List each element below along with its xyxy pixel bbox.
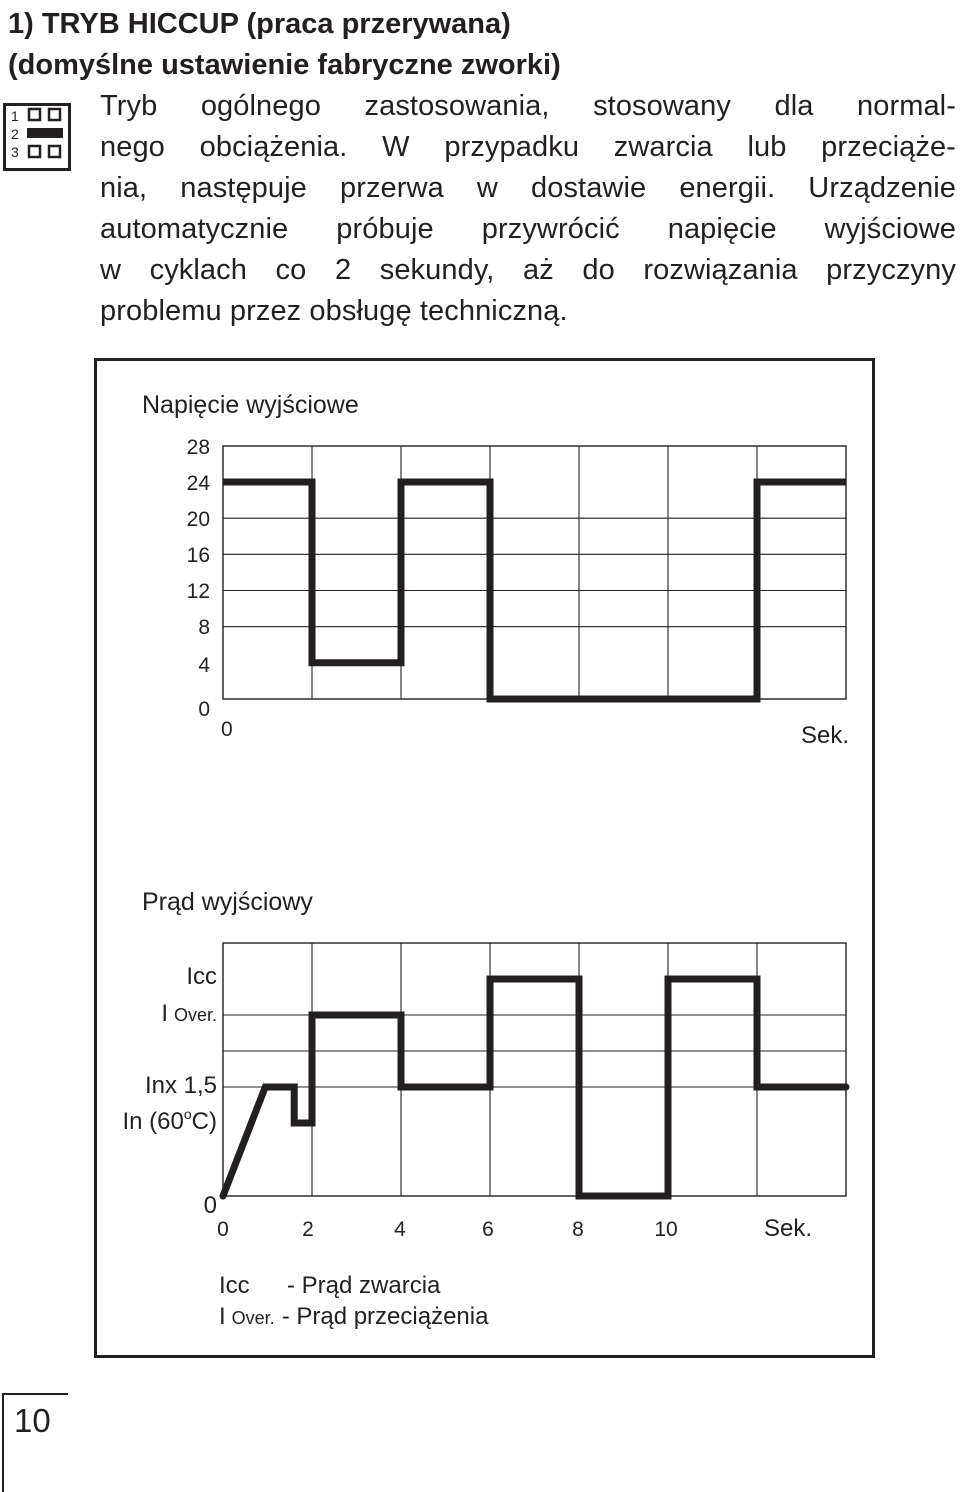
x-tick-label: 8 — [572, 1218, 584, 1241]
x-tick-label: 10 — [654, 1218, 678, 1241]
y-tick-label — [123, 1106, 218, 1135]
y-tick-label: 0 — [198, 698, 210, 721]
y-tick-label — [204, 1192, 217, 1219]
timing-charts-svg — [94, 358, 875, 1358]
legend-abbr: Icc — [219, 1272, 250, 1299]
y-tick-main: 0 — [203, 1192, 217, 1219]
x-tick-label: 4 — [394, 1218, 406, 1241]
heading-line: 1) TRYB HICCUP (praca przerywana) — [8, 8, 511, 40]
section-heading — [8, 4, 561, 86]
heading-line: (domyślne ustawienie fabryczne zworki) — [8, 49, 561, 81]
y-tick-label: 28 — [186, 436, 210, 459]
paragraph-line: automatycznie próbuje przywrócić napięcie wyjściowe — [100, 213, 956, 245]
jumper-pin-label: 2 — [11, 126, 19, 142]
chart-title: Napięcie wyjściowe — [142, 391, 359, 419]
y-tick-sub: Over. — [173, 1005, 217, 1025]
paragraph-line: nego obciążenia. W przypadku zwarcia lub przeciąże- — [100, 131, 956, 163]
y-tick-main: I — [161, 1000, 168, 1027]
description-paragraph — [100, 86, 956, 332]
jumper-pin-icon — [29, 146, 40, 157]
jumper-pin-icon — [29, 109, 40, 120]
legend-desc: - Prąd zwarcia — [287, 1272, 441, 1299]
jumper-pin-label: 3 — [11, 144, 19, 160]
y-tick-label — [145, 1072, 217, 1099]
x-unit-label: Sek. — [763, 1215, 812, 1242]
y-tick-after: C) — [191, 1108, 217, 1135]
jumper-cap-icon — [27, 128, 63, 138]
jumper-pin-icon — [49, 146, 60, 157]
y-tick-main: Icc — [186, 963, 217, 990]
chart-title: Prąd wyjściowy — [142, 888, 313, 916]
jumper-pin-icon — [49, 109, 60, 120]
legend-sub: Over. — [231, 1308, 275, 1328]
y-tick-label: 20 — [186, 508, 210, 531]
jumper-setting-icon — [3, 103, 71, 171]
x-tick-label: 0 — [221, 718, 233, 741]
current-chart — [123, 888, 847, 1330]
y-tick-label: 8 — [198, 616, 210, 639]
y-tick-label — [186, 963, 217, 990]
x-tick-label: 0 — [217, 1218, 229, 1241]
y-tick-label: 4 — [198, 654, 210, 677]
x-tick-label: 2 — [302, 1218, 314, 1241]
paragraph-line: w cyklach co 2 sekundy, aż do rozwiązania przyczyny — [100, 254, 956, 286]
voltage-chart — [142, 391, 849, 749]
paragraph-line: Tryb ogólnego zastosowania, stosowany dla normal- — [100, 90, 956, 122]
legend-entry — [219, 1272, 441, 1299]
y-tick-sup: o — [183, 1106, 192, 1122]
y-tick-label: 24 — [186, 472, 210, 495]
timing-figure — [94, 358, 875, 1358]
y-tick-label — [161, 1000, 217, 1027]
y-tick-label: 16 — [186, 544, 210, 567]
legend-abbr: I — [219, 1303, 226, 1330]
y-tick-main: In (60 — [122, 1108, 184, 1135]
legend-entry — [219, 1303, 489, 1330]
paragraph-line: nia, następuje przerwa w dostawie energii. Urządzenie — [100, 172, 956, 204]
page-number: 10 — [14, 1402, 51, 1439]
x-unit-label: Sek. — [800, 722, 849, 749]
y-tick-label: 12 — [186, 580, 210, 603]
jumper-pin-label: 1 — [11, 108, 19, 124]
paragraph-line: problemu przez obsługę techniczną. — [100, 295, 568, 327]
legend-desc: - Prąd przeciążenia — [281, 1303, 489, 1330]
y-tick-main: Inx 1,5 — [144, 1072, 217, 1099]
x-tick-label: 6 — [482, 1218, 494, 1241]
